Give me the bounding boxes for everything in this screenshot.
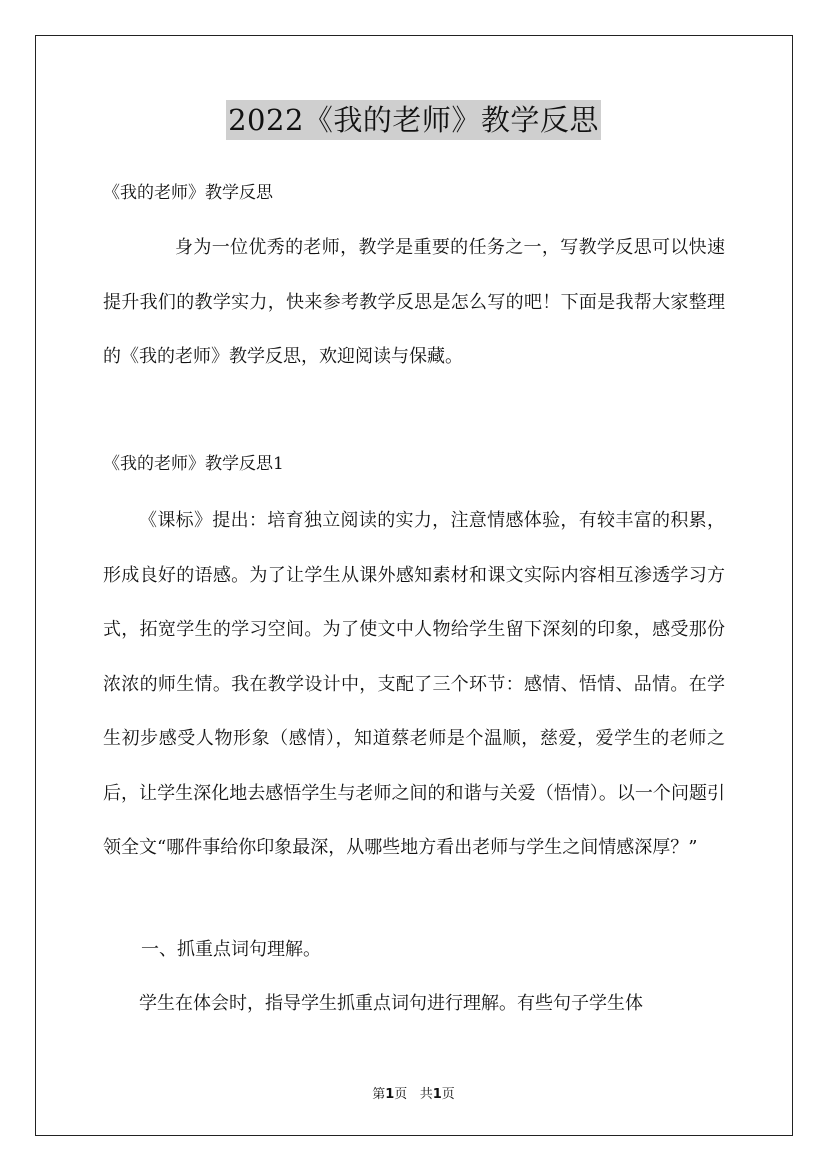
last-paragraph: 学生在体会时，指导学生抓重点词句进行理解。有些句子学生体 [139,993,643,1014]
title-container [0,100,827,140]
document-title: 2022《我的老师》教学反思 [226,100,601,140]
footer-page-suffix: 页 [394,1087,408,1102]
footer-total-suffix: 页 [441,1087,455,1102]
footer-page-prefix: 第 [372,1087,386,1102]
footer-total-number: 1 [432,1087,442,1102]
footer-page-number: 1 [385,1087,395,1102]
page-footer [0,1083,827,1102]
main-paragraph: 《课标》提出：培育独立阅读的实力，注意情感体验，有较丰富的积累，形成良好的语感。为了让学生从课外感知素材和课文实际内容相互渗透学习方式，拓宽学生的学习空间。为了使文中人物给学生留下深刻的印象，感受那份浓浓的师生情。我在教学设计中，支配了三个环节：感情、悟情、品情。在学生初步感受人物形象（感情），知道蔡老师是个温顺，慈爱，爱学生的老师之后，让学生深化地去感悟学生与老师之间的和谐与关爱（悟情）。以一个问题引领全文“哪件事给你印象最深，从哪些地方看出老师与学生之间情感深厚？” [103,510,725,858]
point-heading: 一、抓重点词句理解。 [141,939,321,960]
section-heading: 《我的老师》教学反思1 [103,454,284,474]
document-subtitle: 《我的老师》教学反思 [103,183,273,203]
intro-paragraph: 身为一位优秀的老师，教学是重要的任务之一，写教学反思可以快速提升我们的教学实力，快来参考教学反思是怎么写的吧！下面是我帮大家整理的《我的老师》教学反思，欢迎阅读与保藏。 [103,237,725,367]
footer-total-prefix: 共 [419,1087,433,1102]
